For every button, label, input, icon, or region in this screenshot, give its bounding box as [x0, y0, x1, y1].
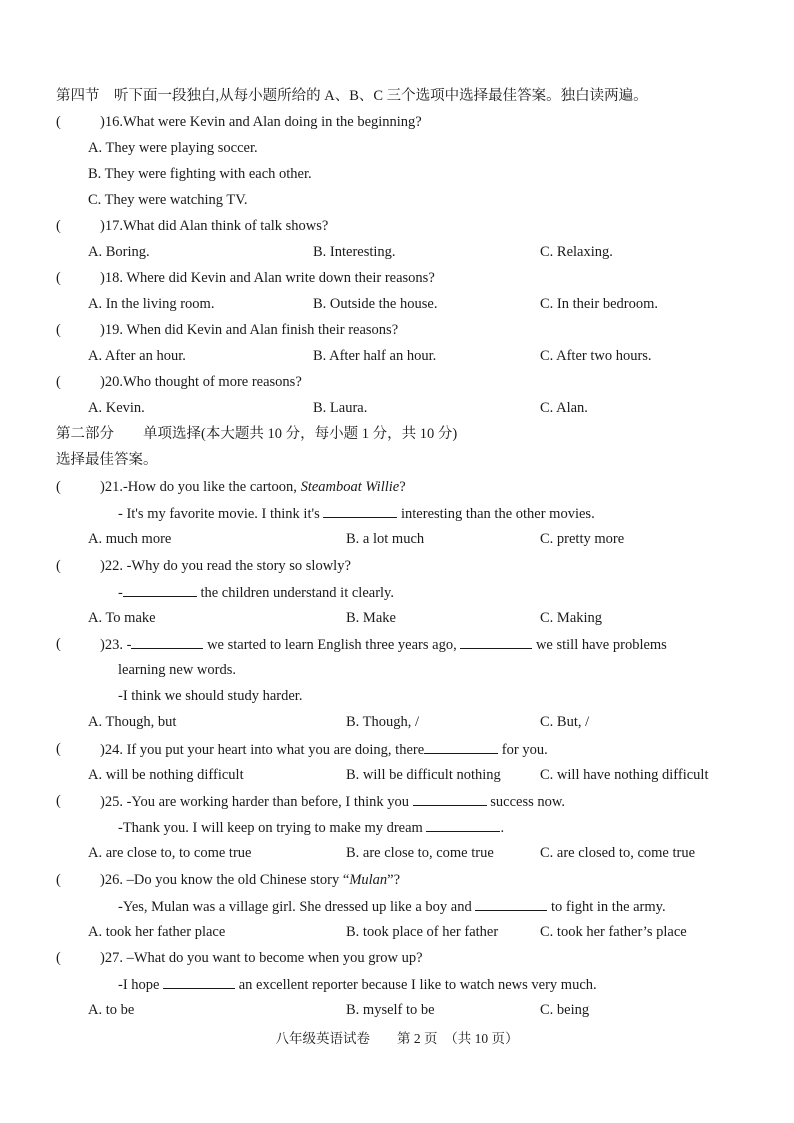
q27-reply: -I hope an excellent reporter because I like to watch news very much.	[118, 974, 597, 995]
q23-option-a: A. Though, but	[88, 714, 177, 730]
q24-option-b: B. will be difficult nothing	[346, 767, 501, 783]
q27-option-a: A. to be	[88, 1002, 135, 1018]
q20-answer-paren: (	[56, 374, 61, 390]
q16-option-a: A. They were playing soccer.	[88, 140, 258, 156]
q26-story-title: Mulan	[349, 872, 388, 888]
q22-question: )22. -Why do you read the story so slowly?	[100, 558, 351, 574]
q18-answer-paren: (	[56, 270, 61, 286]
q23-option-b: B. Though, /	[346, 714, 420, 730]
q26-option-b: B. took place of her father	[346, 924, 499, 940]
q17-option-c: C. Relaxing.	[540, 244, 613, 260]
page-footer: 八年级英语试卷 第 2 页 （共 10 页）	[275, 1031, 519, 1046]
q21-reply: - It's my favorite movie. I think it's interesting than the other movies.	[118, 503, 595, 524]
q22-option-c: C. Making	[540, 610, 603, 626]
q25-option-b: B. are close to, come true	[346, 845, 494, 861]
q25-blank-2	[426, 817, 500, 832]
q19-option-b: B. After half an hour.	[313, 348, 437, 364]
q23-question-cont: learning new words.	[118, 662, 236, 678]
q23-blank-2	[460, 634, 532, 649]
q23-question: )23. - we started to learn English three years ago, we still have problems	[100, 634, 667, 655]
part2-instruction: 选择最佳答案。	[56, 452, 158, 468]
q26-option-c: C. took her father’s place	[540, 924, 687, 940]
q24-question: )24. If you put your heart into what you are doing, there for you.	[100, 739, 548, 760]
q18-option-c: C. In their bedroom.	[540, 296, 658, 312]
q25-answer-paren: (	[56, 793, 61, 809]
q21-question: )21.-How do you like the cartoon, Steamboat Willie?	[100, 479, 406, 495]
q18-option-b: B. Outside the house.	[313, 296, 438, 312]
q22-reply: - the children understand it clearly.	[118, 582, 394, 603]
q19-question: )19. When did Kevin and Alan finish their reasons?	[100, 322, 399, 338]
q20-option-b: B. Laura.	[313, 400, 368, 416]
q23-answer-paren: (	[56, 636, 61, 652]
q20-option-a: A. Kevin.	[88, 400, 145, 416]
q16-option-b: B. They were fighting with each other.	[88, 166, 312, 182]
q17-answer-paren: (	[56, 218, 61, 234]
q27-blank	[163, 974, 235, 989]
part2-heading: 第二部分 单项选择(本大题共 10 分，每小题 1 分，共 10 分)	[56, 426, 458, 442]
q24-answer-paren: (	[56, 741, 61, 757]
q23-blank-1	[131, 634, 203, 649]
section4-heading: 第四节 听下面一段独白,从每小题所给的 A、B、C 三个选项中选择最佳答案。独白读两遍。	[56, 88, 648, 104]
q24-blank	[424, 739, 498, 754]
q27-option-b: B. myself to be	[346, 1002, 435, 1018]
q16-question: )16.What were Kevin and Alan doing in the beginning?	[100, 114, 422, 130]
q25-reply: -Thank you. I will keep on trying to make my dream .	[118, 817, 504, 838]
q22-answer-paren: (	[56, 558, 61, 574]
q26-option-a: A. took her father place	[88, 924, 226, 940]
q25-question: )25. -You are working harder than before, I think you success now.	[100, 791, 565, 812]
q21-option-b: B. a lot much	[346, 531, 425, 547]
q17-question: )17.What did Alan think of talk shows?	[100, 218, 329, 234]
q17-option-a: A. Boring.	[88, 244, 150, 260]
q25-option-a: A. are close to, to come true	[88, 845, 252, 861]
q26-question: )26. –Do you know the old Chinese story “Mulan”?	[100, 872, 401, 888]
q22-option-a: A. To make	[88, 610, 156, 626]
q21-option-c: C. pretty more	[540, 531, 625, 547]
q27-answer-paren: (	[56, 950, 61, 966]
q26-answer-paren: (	[56, 872, 61, 888]
q21-option-a: A. much more	[88, 531, 172, 547]
q20-option-c: C. Alan.	[540, 400, 588, 416]
q21-answer-paren: (	[56, 479, 61, 495]
q20-question: )20.Who thought of more reasons?	[100, 374, 302, 390]
q18-question: )18. Where did Kevin and Alan write down their reasons?	[100, 270, 435, 286]
q26-reply: -Yes, Mulan was a village girl. She dressed up like a boy and to fight in the army.	[118, 896, 666, 917]
q24-option-a: A. will be nothing difficult	[88, 767, 244, 783]
q19-answer-paren: (	[56, 322, 61, 338]
q24-option-c: C. will have nothing difficult	[540, 767, 709, 783]
q22-blank	[123, 582, 197, 597]
q23-reply: -I think we should study harder.	[118, 688, 303, 704]
q18-option-a: A. In the living room.	[88, 296, 215, 312]
q17-option-b: B. Interesting.	[313, 244, 396, 260]
q27-question: )27. –What do you want to become when you grow up?	[100, 950, 423, 966]
q22-option-b: B. Make	[346, 610, 396, 626]
q25-blank-1	[413, 791, 487, 806]
q16-answer-paren: (	[56, 114, 61, 130]
q21-blank	[323, 503, 397, 518]
q25-option-c: C. are closed to, come true	[540, 845, 696, 861]
q19-option-c: C. After two hours.	[540, 348, 652, 364]
q19-option-a: A. After an hour.	[88, 348, 186, 364]
q21-cartoon-title: Steamboat Willie	[300, 479, 400, 495]
q16-option-c: C. They were watching TV.	[88, 192, 248, 208]
q26-blank	[475, 896, 547, 911]
q27-option-c: C. being	[540, 1002, 590, 1018]
q23-option-c: C. But, /	[540, 714, 590, 730]
